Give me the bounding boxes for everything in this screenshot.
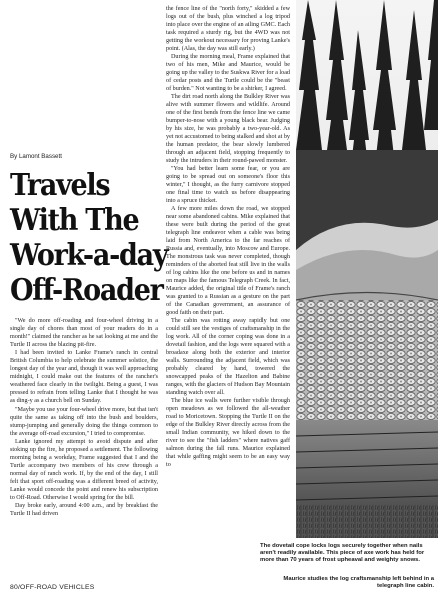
paragraph: The cabin was rotting away rapidly but one could still see the vestiges of craftsmanship in the log work. All of the corner coping was done in a dovetail fashion, and the logs were squared with a broadaxe along both the exterior and interior walls. Surrounding the adjacent field, which was probably cleared by hand, towered the snowcapped peaks of the Hazelton and Babine ranges, with the glaciers of Hudson Bay Mountain standing watch over all. [166, 318, 290, 396]
middle-column-body [166, 5, 290, 469]
log-cabin-photo-image [296, 0, 438, 538]
paragraph: Lanke ignored my attempt to avoid dispute and after stoking up the fire, he proposed a settlement. The following morning being a workday, Frame suggested that I and the Turtle accompany two members of his crew through a normal day of ranch work. If, by the end of the day, I still felt that sport off-roading was a different breed of activity, Lanke would concede the point and renew his subscription to Off-Road. Otherwise I would spring for the bill. [10, 438, 158, 502]
paragraph: I had been invited to Lanke Frame's ranch in central British Columbia to help celebrate the summer solstice, the longest day of the year and, though it was well approaching midnight, I could make out the features of the rancher's weathered face clearly in the twilight. Being a guest, I was pressed to refrain from telling Lanke that I thought he was as ding-y as a church bell on Sunday. [10, 350, 158, 405]
photo-caption-dovetail: The dovetail cope locks logs securely together when nails aren't readily available. This piece of axe work has held for more than 70 years of frost upheaval and weighty snows. [260, 543, 425, 564]
title-line-2: With The [10, 203, 139, 238]
byline: By Lamont Bassett [10, 153, 62, 160]
paragraph: "You had better learn some fear, or you are going to be spread out on someone's floor this winter," I thought, as the furry carnivore stopped one final time to watch us before disappearing into a spruce thicket. [166, 166, 290, 204]
paragraph: Day broke early, around 4:00 a.m., and by breakfast the Turtle II had driven [10, 503, 158, 518]
paragraph: During the morning meal, Frame explained that two of his men, Mike and Maurice, would be going up the valley to the Suskwa River for a load of cedar posts and the Turtle could be the "beast of burden." Not wanting to be a shirker, I agreed. [166, 54, 290, 92]
paragraph: The blue ice walls were further visible through open meadows as we followed the all-weather road to Moricetown. Stopping the Turtle II on the edge of the Bulkley River directly across from the small Indian community, we hiked down to the river to see the "fish ladders" where natives gaff salmon during the fall runs. Maurice explained that while gaffing might seem to be an easy way to [166, 398, 290, 468]
title-line-3: Work-a-day [10, 238, 168, 273]
paragraph: The dirt road north along the Bulkley River was alive with summer flowers and wildlife. Around one of the first bends from the fence line we came bumper-to-nose with a young black bear. Judging by his size, he was probably a two-year-old. As yet not accustomed to being stalked and shot at by the human predator, the bear slowly lumbered through an adjacent field, stopping frequently to study the intruders in their round-pawed monster. [166, 94, 290, 164]
paragraph: "We do more off-roading and four-wheel driving in a single day of chores than most of your readers do in a month!" claimed the rancher as he sat looking at me and the Turtle II across the blazing pit-fire. [10, 318, 158, 349]
article-title [10, 168, 168, 308]
paragraph: the fence line of the "north forty," skidded a few logs out of the bush, plus winched a log tripod into place over the engine of an ailing GMC. Each task required a sturdy rig, but the 4WD was not getting the workout necessary for proving Lanke's point. (Alas, the day was still early.) [166, 6, 290, 52]
log-cabin-photo [296, 0, 438, 538]
photo-caption-cabin: Maurice studies the log craftsmanship left behind in a telegraph line cabin. [283, 576, 434, 590]
left-column-body [10, 317, 158, 518]
paragraph: A few more miles down the road, we stopped near some abandoned cabins. Mike explained that these were built during the period of the great telegraph line endeavor when a cable was being laid from North America to the far reaches of Russia and, eventually, into Moscow and Europe. The monstrous task was never completed, though reminders of the aborted feat still live in the walls of log cabins like the one before us and in names on maps like the famous Telegraph Creek. In fact, Maurice added, the original title of Frame's ranch was granted to a Russian as a gesture on the part of the Canadian government, an assurance of good faith on their part. [166, 206, 290, 316]
title-line-4: Off-Roader [10, 273, 163, 308]
page-footer: 80/OFF-ROAD VEHICLES [10, 584, 95, 591]
title-line-1: Travels [10, 168, 110, 203]
paragraph: "Maybe you use your four-wheel drive more, but that isn't quite the same as taking off into the bush and boulders, stump-jumping and generally doing the things common to the average off-road excursion," I tried to compromise. [10, 406, 158, 437]
